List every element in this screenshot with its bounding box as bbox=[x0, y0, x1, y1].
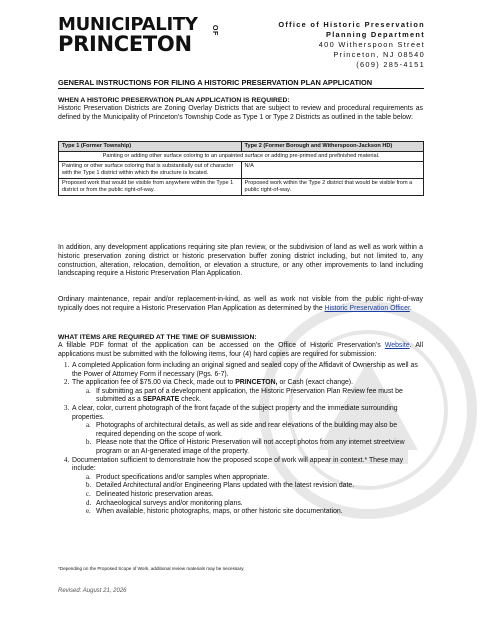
sub-item-text: Delineated historic preservation areas. bbox=[96, 490, 214, 498]
sub-list-item bbox=[58, 422, 423, 439]
district-types-table bbox=[58, 141, 424, 196]
sub-list-item bbox=[58, 500, 423, 509]
list-item-text: Documentation sufficient to demonstrate how the proposed scope of work will appear in context.* These may include: bbox=[72, 456, 404, 473]
paragraph-period: . bbox=[409, 304, 412, 312]
table-cell: Painting or other surface coloring that is substantially out of character with the Type 1 district within which the structure is located. bbox=[59, 162, 242, 179]
list-number: 4. bbox=[64, 456, 70, 464]
table-row bbox=[59, 179, 424, 196]
sub-list-letter: b. bbox=[86, 439, 92, 447]
historic-preservation-officer-link[interactable]: Historic Preservation Officer bbox=[324, 304, 410, 312]
table-row bbox=[59, 152, 424, 162]
office-address-block bbox=[278, 20, 425, 70]
title-divider bbox=[58, 88, 424, 89]
section-heading-when-required: WHEN A HISTORIC PRESERVATION PLAN APPLICATION IS REQUIRED: bbox=[58, 97, 290, 104]
intro-text: A fillable PDF format of the application can be accessed on the Office of Historic Preservation’s bbox=[58, 342, 381, 349]
table-cell: Proposed work within the Type 2 district that would be visible from a public right-of-way. bbox=[241, 179, 424, 196]
table-row bbox=[59, 162, 424, 179]
list-item bbox=[58, 379, 423, 388]
section-intro-paragraph: Historic Preservation Districts are Zoning Overlay Districts that are subject to review and procedural requirements as defined by the Municipality of Princeton’s Township Code as Type 1 or Type 2 Districts as outlined in the table below: bbox=[58, 105, 423, 121]
sub-list-item bbox=[58, 491, 423, 500]
sub-list-item bbox=[58, 474, 423, 483]
sub-list-item bbox=[58, 388, 423, 405]
table-cell: N/A bbox=[241, 162, 424, 179]
table-cell-shared: Painting or adding other surface coloring to an unpainted surface or adding pre-primed and prefinished material. bbox=[59, 152, 424, 162]
list-item bbox=[58, 457, 423, 474]
list-number: 3. bbox=[64, 404, 70, 412]
revised-date: Revised: August 21, 2026 bbox=[58, 588, 127, 594]
office-name: Office of Historic Preservation bbox=[278, 20, 425, 29]
table-header-type1: Type 1 (Former Township) bbox=[59, 142, 242, 152]
required-items-list bbox=[58, 362, 423, 517]
section-heading-items-required: WHAT ITEMS ARE REQUIRED AT THE TIME OF SUBMISSION: bbox=[58, 334, 257, 341]
table-header-type2: Type 2 (Former Borough and Witherspoon-Jackson HD) bbox=[241, 142, 424, 152]
table-header-row bbox=[59, 142, 424, 152]
sub-list-letter: a. bbox=[86, 473, 91, 481]
list-item-text-rest: or Cash (exact change). bbox=[277, 379, 354, 387]
sub-item-text: Product specifications and/or samples when appropriate. bbox=[96, 473, 270, 481]
logo-line-1: MUNICIPALITY bbox=[58, 14, 198, 35]
sub-list-letter: d. bbox=[86, 499, 92, 507]
sub-item-text: Detailed Architectural and/or Engineering Plans updated with the latest revision date. bbox=[96, 482, 355, 490]
municipality-logo bbox=[58, 14, 218, 56]
sub-list-letter: c. bbox=[86, 490, 91, 498]
sub-item-text: When available, historic photographs, maps, or other historic site documentation. bbox=[96, 508, 343, 516]
sub-list-item bbox=[58, 439, 423, 456]
logo-line-2: PRINCETON bbox=[58, 32, 192, 56]
list-item bbox=[58, 362, 423, 379]
sub-list-item bbox=[58, 482, 423, 491]
sub-item-text-rest: check. bbox=[179, 396, 202, 404]
department-name: Planning Department bbox=[325, 30, 425, 39]
footnote: *Depending on the Proposed Scope of Work, additional review materials may be necessary. bbox=[58, 566, 245, 571]
sub-item-text: Archaeological surveys and/or monitoring plans. bbox=[96, 499, 243, 507]
sub-list-letter: e. bbox=[86, 508, 91, 516]
submission-intro-paragraph bbox=[58, 342, 423, 360]
sub-list-item bbox=[58, 508, 423, 517]
phone-number: (609) 285-4151 bbox=[356, 60, 425, 69]
list-item bbox=[58, 405, 423, 422]
paragraph-text: Ordinary maintenance, repair and/or replacement-in-kind, as well as work not visible from the public right-of-way typically does not require a Historic Preservation Plan Application as determined by the bbox=[58, 296, 423, 312]
list-number: 1. bbox=[64, 362, 70, 369]
separate-emphasis: SEPARATE bbox=[142, 396, 180, 404]
sub-list-letter: a. bbox=[86, 387, 91, 395]
sub-item-text: Please note that the Office of Historic Preservation will not accept photos from any internet streetview program or an AI-generated image of the property. bbox=[96, 439, 405, 455]
sub-list-letter: b. bbox=[86, 482, 92, 490]
development-applications-paragraph: In addition, any development applications requiring site plan review, or the subdivision of land as well as work within a historic preservation zoning district or historic preservation buffer zoning district including, but not limited to, any construction, alteration, relocation, demolition, or elevation a structure, or any other improvements to land including landscaping require a Historic Preservation Plan Application. bbox=[58, 244, 423, 278]
list-item-text: The application fee of $75.00 via Check, made out to bbox=[72, 379, 236, 387]
list-number: 2. bbox=[64, 379, 70, 387]
intro-text-rest: . All applications must be submitted with the following items, four (4) hard copies are required for submission: bbox=[58, 342, 423, 358]
document-title: GENERAL INSTRUCTIONS FOR FILING A HISTORIC PRESERVATION PLAN APPLICATION bbox=[58, 78, 373, 87]
sub-item-text: Photographs of architectural details, as well as side and rear elevations of the building may also be required depending on the scope of work. bbox=[96, 422, 398, 438]
list-item-text: A clear, color, current photograph of the front façade of the subject property and the immediate surrounding properties. bbox=[72, 404, 398, 421]
payee-name: PRINCETON, bbox=[235, 379, 278, 387]
ordinary-maintenance-paragraph bbox=[58, 296, 423, 314]
city-state-zip: Princeton, NJ 08540 bbox=[333, 50, 425, 59]
website-link[interactable]: Website bbox=[384, 342, 410, 349]
street-address: 400 Witherspoon Street bbox=[318, 40, 425, 49]
table-cell: Proposed work that would be visible from anywhere within the Type 1 district or from the public right-of-way. bbox=[59, 179, 242, 196]
sub-list-letter: a. bbox=[86, 422, 91, 430]
logo-of: OF bbox=[211, 25, 218, 36]
sub-item-text: If submitting as part of a development application, the Historic Preservation Plan Review fee must be submitted as a bbox=[96, 387, 403, 404]
list-item-text: A completed Application form including an original signed and sealed copy of the Affidavit of Ownership as well as the Power of Attorney Form if necessary (Pgs. 6-7). bbox=[72, 362, 418, 378]
